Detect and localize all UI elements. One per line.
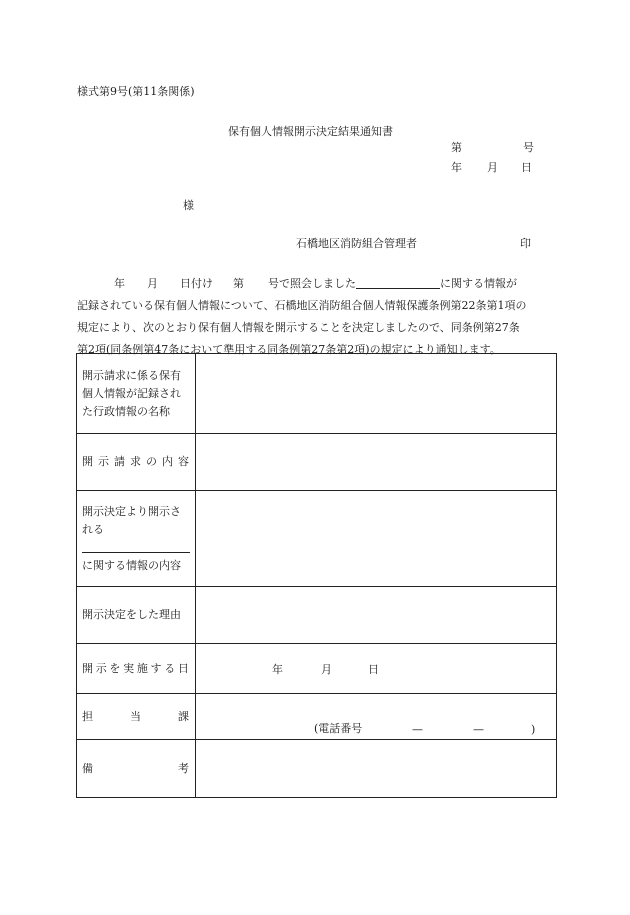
impl-hi: 日 — [368, 662, 379, 676]
value-implementation-date[interactable] — [196, 644, 557, 694]
l1-tsuki: 月 — [147, 277, 158, 290]
label-implementation-date-text — [82, 660, 195, 678]
label-info-name — [77, 354, 196, 434]
value-info-name[interactable] — [196, 354, 557, 434]
ch: 当 — [130, 709, 141, 723]
label-info-name-3: た行政情報の名称 — [82, 404, 170, 418]
issuer-name: 石橋地区消防組合管理者 — [296, 237, 417, 250]
ch: 開 — [82, 661, 93, 675]
date-month: 月 — [487, 161, 498, 174]
value-request-content[interactable] — [196, 434, 557, 491]
body-line-4: 第2項(同条例第47条において準用する同条例第27条第2項)の規定により通知します。 — [77, 343, 501, 356]
body-line-3: 規定により、次のとおり保有個人情報を開示することを決定しましたので、同条例第27条 — [77, 321, 520, 334]
value-remarks[interactable] — [196, 740, 557, 798]
tel-close: ) — [531, 723, 536, 736]
ch: 実 — [123, 661, 135, 675]
ch: 考 — [178, 761, 189, 775]
value-department[interactable] — [196, 694, 557, 740]
label-disclosed-1: 開示決定より開示さ — [82, 504, 181, 518]
disclosure-table — [76, 353, 557, 798]
row-decision-reason — [77, 587, 557, 644]
number-dai: 第 — [451, 141, 462, 154]
row-department — [77, 694, 557, 740]
ch: 担 — [82, 709, 93, 723]
ch: 日 — [177, 661, 189, 675]
l1-dai: 第 — [233, 277, 244, 290]
label-implementation-date — [77, 644, 196, 694]
ch: 請 — [114, 455, 125, 468]
date-year: 年 — [451, 161, 462, 174]
ch: 求 — [130, 455, 141, 468]
impl-tsuki: 月 — [321, 662, 332, 676]
blank-line — [356, 276, 440, 289]
l1-end: に関する情報が — [440, 277, 517, 290]
label-department — [77, 694, 196, 740]
issuer-seal: 印 — [520, 237, 531, 250]
label-request-content — [77, 434, 196, 491]
ch: を — [109, 661, 121, 675]
row-request-content — [77, 434, 557, 491]
label-disclosed-content — [77, 491, 196, 587]
ch: 備 — [82, 761, 93, 775]
l1-go: 号で照会しました — [268, 277, 356, 290]
blank-line — [82, 541, 190, 553]
recipient-sama: 様 — [183, 199, 194, 212]
l1-hi: 日付け — [180, 277, 213, 290]
ch: 施 — [136, 661, 148, 675]
l1-nen: 年 — [114, 277, 125, 290]
body-line-1 — [77, 273, 555, 295]
label-disclosed-2-wrap — [82, 521, 195, 557]
ch: 開 — [82, 455, 93, 468]
label-info-name-2: 個人情報が記録され — [82, 386, 181, 400]
ch: 容 — [178, 455, 189, 468]
label-disclosed-3: に関する情報の内容 — [82, 558, 181, 572]
tel-dash-2: — — [473, 723, 484, 736]
document-title: 保有個人情報開示決定結果通知書 — [228, 125, 393, 138]
row-remarks — [77, 740, 557, 798]
number-go: 号 — [523, 141, 534, 154]
row-implementation-date — [77, 644, 557, 694]
ch: す — [150, 661, 162, 675]
body-paragraph — [77, 273, 555, 361]
label-remarks — [77, 740, 196, 798]
label-remarks-text — [82, 760, 195, 778]
ch: る — [164, 661, 176, 675]
ch: の — [146, 455, 157, 468]
ch: 課 — [178, 709, 189, 723]
row-info-name — [77, 354, 557, 434]
tel-label: (電話番号 — [314, 722, 363, 735]
form-number: 様式第9号(第11条関係) — [77, 85, 195, 98]
label-decision-reason: 開示決定をした理由 — [77, 587, 196, 644]
label-disclosed-2: れる — [82, 522, 104, 536]
date-day: 日 — [521, 161, 532, 174]
value-disclosed-content[interactable] — [196, 491, 557, 587]
ch: 示 — [98, 455, 109, 468]
tel-dash-1: — — [412, 723, 423, 736]
label-info-name-1: 開示請求に係る保有 — [82, 368, 181, 382]
ch: 示 — [95, 661, 107, 675]
label-department-text — [82, 708, 195, 726]
row-disclosed-content — [77, 491, 557, 587]
label-request-content-text — [82, 453, 195, 471]
body-line-2: 記録されている保有個人情報について、石橋地区消防組合個人情報保護条例第22条第1項の — [77, 299, 527, 312]
value-decision-reason[interactable] — [196, 587, 557, 644]
impl-nen: 年 — [272, 662, 283, 676]
ch: 内 — [162, 455, 173, 468]
